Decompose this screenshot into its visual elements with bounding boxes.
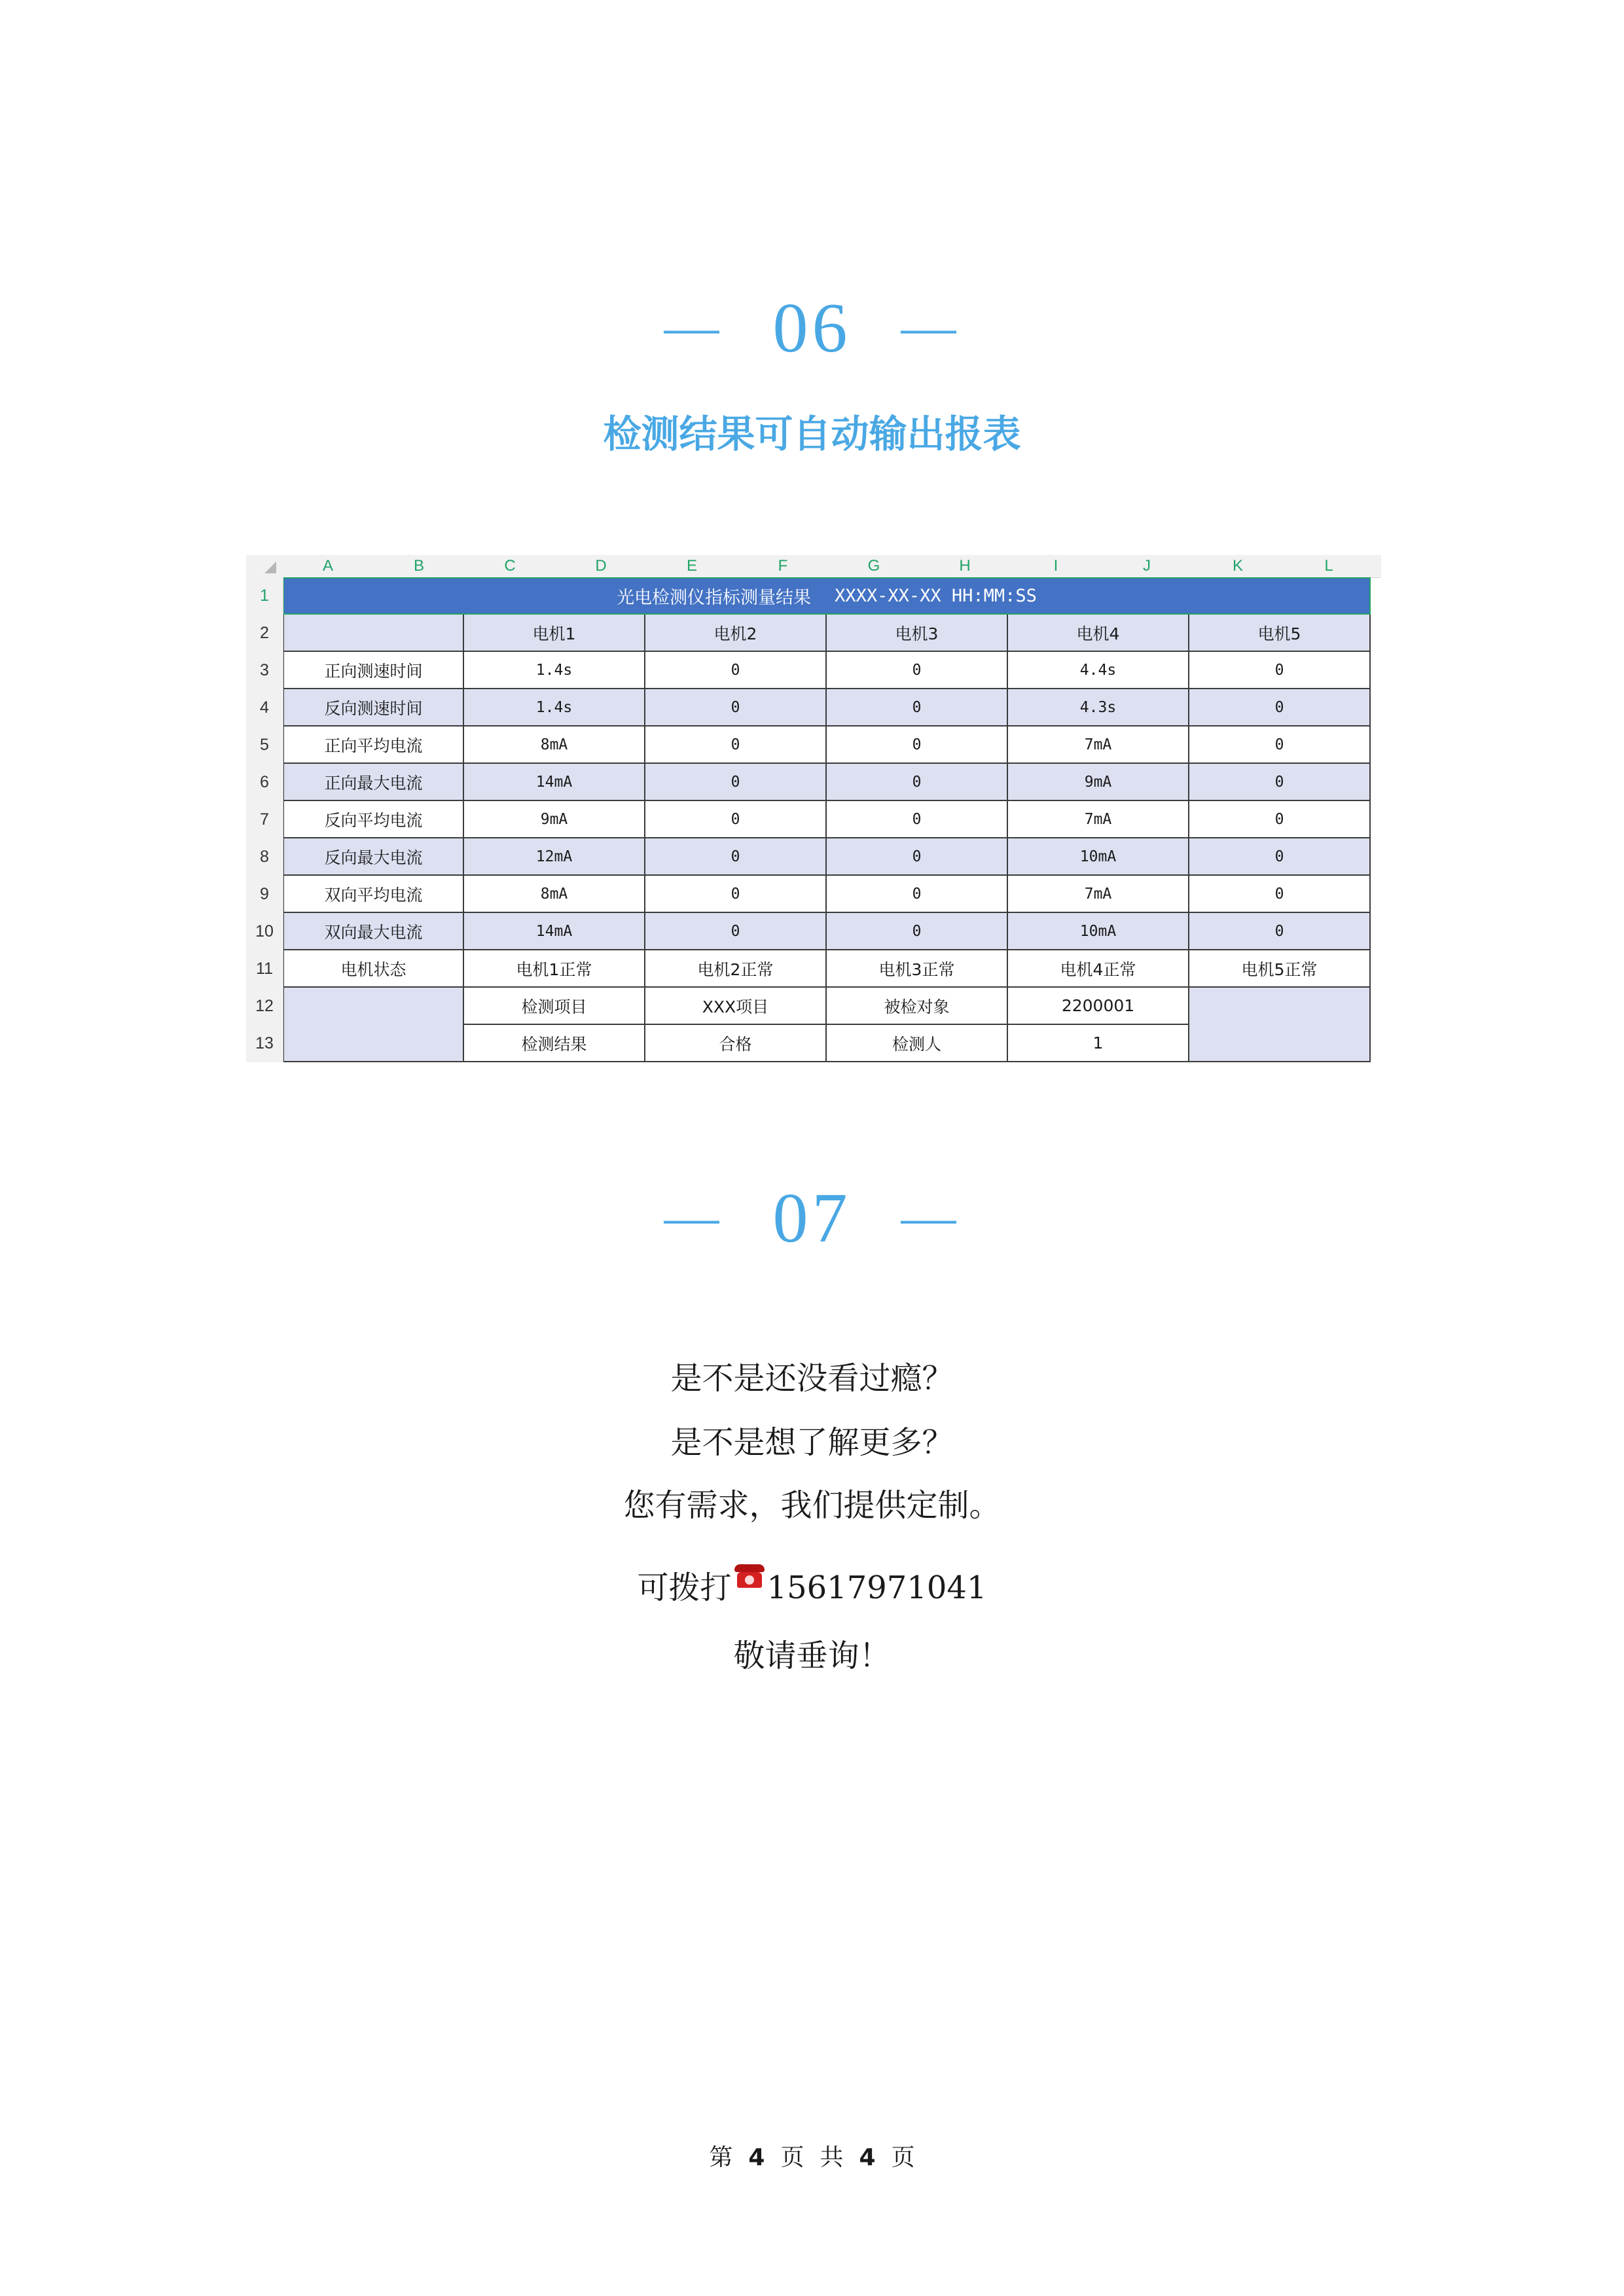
header-cell[interactable]: 电机1: [464, 615, 645, 652]
row-header-1[interactable]: 1: [246, 577, 283, 615]
table-cell[interactable]: 0: [827, 726, 1008, 764]
table-cell[interactable]: 0: [1189, 838, 1371, 876]
table-cell[interactable]: 7mA: [1008, 726, 1189, 764]
header-cell[interactable]: 电机5: [1189, 615, 1371, 652]
table-cell[interactable]: 0: [645, 876, 827, 913]
row-label-cell[interactable]: 正向测速时间: [283, 652, 464, 689]
sheet-title: 光电检测仪指标测量结果: [617, 588, 812, 608]
table-cell[interactable]: 电机2正常: [645, 950, 827, 988]
column-header-g[interactable]: G: [867, 557, 880, 575]
row-label-cell[interactable]: 反向最大电流: [283, 838, 464, 876]
row-header-6[interactable]: 6: [246, 764, 283, 801]
row-label-cell[interactable]: 电机状态: [283, 950, 464, 988]
table-cell[interactable]: 2200001: [1008, 988, 1189, 1025]
section-number: 07: [772, 1179, 852, 1257]
table-cell[interactable]: 0: [1189, 801, 1371, 838]
section-number: 06: [772, 289, 852, 367]
row-header-7[interactable]: 7: [246, 801, 283, 838]
column-header-b[interactable]: B: [413, 557, 424, 575]
table-cell[interactable]: 被检对象: [827, 988, 1008, 1025]
contact-line-3: 您有需求，我们提供定制。: [623, 1487, 1001, 1524]
table-cell[interactable]: 0: [827, 652, 1008, 689]
table-cell[interactable]: 检测项目: [464, 988, 645, 1025]
header-cell[interactable]: 电机4: [1008, 615, 1189, 652]
column-header-f[interactable]: F: [778, 557, 788, 575]
table-cell[interactable]: 1: [1008, 1025, 1189, 1062]
table-cell[interactable]: 合格: [645, 1025, 827, 1062]
sheet-timestamp: XXXX-XX-XX HH:MM:SS: [835, 586, 1037, 606]
row-header-9[interactable]: 9: [246, 876, 283, 913]
table-cell[interactable]: 0: [645, 726, 827, 764]
telephone-icon: [734, 1563, 765, 1589]
table-cell[interactable]: 电机1正常: [464, 950, 645, 988]
row-header-10[interactable]: 10: [246, 913, 283, 950]
row-header-12[interactable]: 12: [246, 988, 283, 1025]
table-cell[interactable]: 10mA: [1008, 913, 1189, 950]
header-cell[interactable]: [283, 615, 464, 652]
select-all-corner-icon[interactable]: [264, 562, 276, 573]
footer-prefix: 第: [709, 2144, 733, 2171]
row-header-3[interactable]: 3: [246, 652, 283, 689]
dash-left: —: [664, 296, 723, 357]
row-label-cell[interactable]: 反向测速时间: [283, 689, 464, 726]
table-cell[interactable]: 电机4正常: [1008, 950, 1189, 988]
header-cell[interactable]: 电机3: [827, 615, 1008, 652]
column-header-bar: [246, 555, 1381, 578]
row-header-11[interactable]: 11: [246, 950, 283, 988]
phone-number[interactable]: 15617971041: [767, 1570, 987, 1606]
row-label-cell[interactable]: 反向平均电流: [283, 801, 464, 838]
contact-call-line: [0, 1563, 1624, 1607]
table-cell[interactable]: 0: [1189, 689, 1371, 726]
table-cell[interactable]: 0: [1189, 764, 1371, 801]
row-label-cell[interactable]: 正向最大电流: [283, 764, 464, 801]
table-cell[interactable]: 0: [827, 876, 1008, 913]
column-header-l[interactable]: L: [1324, 557, 1333, 575]
table-cell[interactable]: 0: [827, 801, 1008, 838]
table-cell[interactable]: 8mA: [464, 876, 645, 913]
table-cell[interactable]: 9mA: [464, 801, 645, 838]
column-header-c[interactable]: C: [504, 557, 516, 575]
column-header-a[interactable]: A: [322, 557, 333, 575]
footer-mid2: 共: [820, 2144, 844, 2171]
footer-page: 4: [748, 2144, 765, 2171]
table-cell[interactable]: 7mA: [1008, 801, 1189, 838]
contact-line-2: 是不是想了解更多？: [670, 1424, 954, 1461]
column-header-k[interactable]: K: [1232, 557, 1243, 575]
table-cell[interactable]: 4.3s: [1008, 689, 1189, 726]
result-spreadsheet: [246, 555, 1381, 1069]
row-header-4[interactable]: 4: [246, 689, 283, 726]
table-cell[interactable]: 0: [645, 652, 827, 689]
table-cell[interactable]: 0: [1189, 726, 1371, 764]
table-cell[interactable]: 0: [645, 764, 827, 801]
table-cell[interactable]: 12mA: [464, 838, 645, 876]
section-07-number: [0, 1178, 1624, 1258]
table-cell[interactable]: 0: [1189, 913, 1371, 950]
section-06-number: [0, 288, 1624, 368]
call-label: 可拨打: [637, 1570, 732, 1606]
table-cell[interactable]: 14mA: [464, 913, 645, 950]
column-header-i[interactable]: I: [1053, 557, 1058, 575]
table-cell[interactable]: 0: [827, 764, 1008, 801]
table-cell[interactable]: 检测结果: [464, 1025, 645, 1062]
column-header-j[interactable]: J: [1143, 557, 1151, 575]
table-cell[interactable]: 电机5正常: [1189, 950, 1371, 988]
row-label-cell[interactable]: 正向平均电流: [283, 726, 464, 764]
table-cell[interactable]: XXX项目: [645, 988, 827, 1025]
footer-total: 4: [859, 2144, 876, 2171]
closing-line: 敬请垂询！: [733, 1638, 891, 1674]
merged-blank-cell-right[interactable]: [1189, 988, 1371, 1062]
row-header-8[interactable]: 8: [246, 838, 283, 876]
row-label-cell[interactable]: 双向最大电流: [283, 913, 464, 950]
table-cell[interactable]: 7mA: [1008, 876, 1189, 913]
section-06-title: 检测结果可自动输出报表: [603, 412, 1021, 456]
table-cell[interactable]: 0: [645, 838, 827, 876]
dash-right: —: [901, 1187, 960, 1247]
column-header-e[interactable]: E: [686, 557, 697, 575]
table-cell[interactable]: 0: [827, 689, 1008, 726]
table-cell[interactable]: 0: [827, 913, 1008, 950]
column-header-h[interactable]: H: [959, 557, 971, 575]
footer-mid1: 页: [780, 2144, 804, 2171]
table-cell[interactable]: 9mA: [1008, 764, 1189, 801]
table-cell[interactable]: 0: [827, 838, 1008, 876]
table-cell[interactable]: 10mA: [1008, 838, 1189, 876]
table-cell[interactable]: 4.4s: [1008, 652, 1189, 689]
merged-blank-cell-left[interactable]: [283, 988, 464, 1062]
table-cell[interactable]: 14mA: [464, 764, 645, 801]
table-cell[interactable]: 1.4s: [464, 652, 645, 689]
row-label-cell[interactable]: 双向平均电流: [283, 876, 464, 913]
table-cell[interactable]: 1.4s: [464, 689, 645, 726]
table-cell[interactable]: 8mA: [464, 726, 645, 764]
footer-suffix: 页: [891, 2144, 915, 2171]
page-footer: [0, 2139, 1624, 2172]
table-cell[interactable]: 0: [1189, 876, 1371, 913]
column-header-d[interactable]: D: [595, 557, 607, 575]
sheet-title-cell[interactable]: [283, 577, 1371, 615]
table-cell[interactable]: 0: [645, 913, 827, 950]
contact-line-1: 是不是还没看过瘾？: [670, 1360, 954, 1397]
dash-left: —: [664, 1187, 723, 1247]
table-cell[interactable]: 0: [645, 689, 827, 726]
table-cell[interactable]: 0: [645, 801, 827, 838]
header-cell[interactable]: 电机2: [645, 615, 827, 652]
table-cell[interactable]: 0: [1189, 652, 1371, 689]
dash-right: —: [901, 296, 960, 357]
table-cell[interactable]: 电机3正常: [827, 950, 1008, 988]
row-header-5[interactable]: 5: [246, 726, 283, 764]
row-header-2[interactable]: 2: [246, 615, 283, 652]
table-cell[interactable]: 检测人: [827, 1025, 1008, 1062]
row-header-13[interactable]: 13: [246, 1025, 283, 1062]
